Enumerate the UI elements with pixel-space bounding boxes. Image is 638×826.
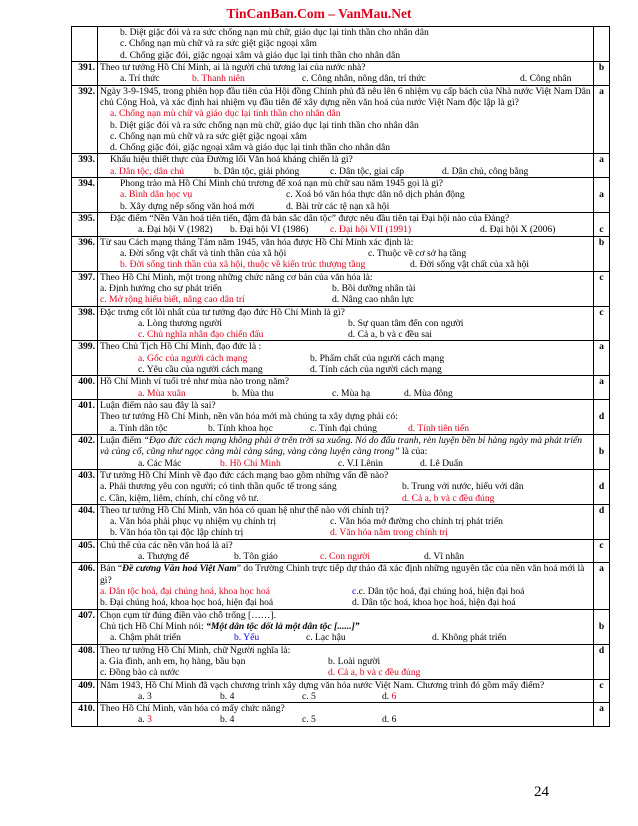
option-c: c. Dân tộc, giai cấp	[330, 165, 405, 177]
option-d: d. Cả a, b và c đều đúng	[402, 492, 495, 504]
question-text: Khẩu hiệu thiết thực của Đường lối Văn hoá kháng chiến là gì?	[110, 154, 353, 166]
option-d: d. Cả a, b và c đều đúng	[328, 667, 421, 679]
question-text: Ngày 3-9-1945, trong phiên họp đầu tiên của Hội đồng Chính phủ đã nêu lên 6 nhiệm vụ cấp bách của Nhà nước Việt Nam Dân chủ Cộng Hoà, và xác định hai nhiệm vụ đầu tiên để xây dựng nền văn hoá của nước Việt Nam độc lập là gì?	[100, 85, 591, 108]
question-number: 408.	[72, 644, 98, 679]
answer-cell: c	[594, 306, 610, 341]
question-body	[98, 703, 594, 727]
question-text: Phong trào mà Hồ Chí Minh chủ trương để xoá nạn mù chữ sau năm 1945 gọi là gì?	[120, 178, 443, 190]
option-b: b. Đại chúng hoá, khoa học hoá, hiện đại hoá	[100, 597, 274, 609]
option-c: c. Công nhân, nông dân, trí thức	[302, 73, 426, 85]
answer-cell: c	[594, 213, 610, 237]
question-number: 399.	[72, 341, 98, 376]
option-a: a. Phải thương yêu con người; có tinh thần quốc tế trong sáng	[100, 481, 337, 493]
option-c: c. Lạc hậu	[306, 632, 346, 644]
option-c: c.c. Dân tộc hoá, đại chúng hoá, hiện đại hoá	[352, 586, 525, 597]
question-text: Chọn cụm từ đúng điền vào chỗ trống [……].	[100, 609, 276, 621]
option-d: d. Bài trừ các tệ nạn xã hội	[286, 200, 390, 212]
option-d: d. Dân tộc hoá, khoa học hoá, hiện đại hoá	[352, 597, 516, 609]
answer-cell: a	[594, 154, 610, 178]
answer-cell: b	[594, 236, 610, 271]
option-d: d. Vĩ nhân	[424, 551, 465, 563]
question-body	[98, 341, 594, 376]
question-number: 398.	[72, 306, 98, 341]
option-c: c. 5	[302, 714, 316, 726]
option-c: c. Mùa hạ	[332, 387, 371, 399]
question-number: 410.	[72, 703, 98, 727]
table-row	[72, 703, 610, 727]
question-text: Theo Chủ Tịch Hồ Chí Minh, đạo đức là :	[100, 341, 262, 353]
answer-cell: a	[594, 376, 610, 400]
answer-cell: a	[594, 341, 610, 376]
quote: “Đạo đức cách mạng không phải ở trên trời sa xuống. Nó do đấu tranh, rèn luyện bền bỉ hàng ngày mà phát triển và củng cố, cũng như ngọc càng mài càng sáng, vàng càng luyện càng trong”	[100, 434, 583, 458]
question-text: Theo Hồ Chí Minh, một trong những chức năng cơ bản của văn hóa là:	[100, 271, 373, 283]
question-number: 407.	[72, 609, 98, 644]
question-number: 392.	[72, 85, 98, 154]
option-a: a. Bình dân học vụ	[120, 189, 193, 201]
table-row	[72, 539, 610, 563]
option-d: d. Dân chủ, công bằng	[442, 165, 529, 177]
option-d: d. Đại hội X (2006)	[480, 224, 556, 236]
option-a: a. 3	[138, 690, 152, 702]
option-c: c. Chống nạn mù chữ và ra sức giệt giặc ngoại xâm	[110, 130, 307, 142]
question-number: 405.	[72, 539, 98, 563]
option-b: b. 4	[220, 714, 235, 726]
question-number	[72, 27, 98, 62]
option-b: b. Diệt giặc đói và ra sức chống nạn mù chữ, giáo dục lại tinh thần cho nhân dân	[120, 27, 429, 38]
option-d: d. Công nhân	[520, 73, 572, 85]
answer-cell	[594, 27, 610, 62]
answer-cell: d	[594, 644, 610, 679]
question-number: 393.	[72, 154, 98, 178]
option-b: b. Hồ Chí Minh	[220, 457, 281, 469]
option-a: a. Đời sống vật chất và tinh thần của xã hội	[120, 247, 287, 259]
question-number: 395.	[72, 213, 98, 237]
question-body	[98, 178, 594, 213]
question-text: Tư tưởng Hồ Chí Minh về đạo đức cách mạng bao gồm những vấn đề nào?	[100, 469, 389, 481]
option-b: b. Đời sống tinh thần của xã hội, thuộc về kiến trúc thượng tầng	[120, 259, 366, 271]
table-row	[72, 434, 610, 469]
option-d: d. Văn hóa nằm trong chính trị	[330, 527, 448, 539]
answer-cell: a	[594, 563, 610, 609]
table-row	[72, 27, 610, 62]
question-body	[98, 539, 594, 563]
table-row	[72, 644, 610, 679]
question-text: Đặc điểm “Nền Văn hoá tiên tiến, đậm đà bản sắc dân tộc” được nêu đầu tiên tại Đại hội nào của Đảng?	[110, 213, 510, 224]
option-c: c. Chủ nghĩa nhân đạo chiến đấu	[138, 329, 264, 341]
question-number: 400.	[72, 376, 98, 400]
question-body	[98, 236, 594, 271]
option-b: b. Sự quan tâm đến con người	[348, 317, 464, 329]
option-b: b. Mùa thu	[232, 387, 274, 399]
question-body	[98, 85, 594, 154]
question-body	[98, 376, 594, 400]
question-text: Theo Hồ Chí Minh, văn hóa có mấy chức năng?	[100, 703, 285, 715]
question-body	[98, 154, 594, 178]
option-d: d. Chống giặc đói, giặc ngoại xâm và giáo dục lại tinh thần cho nhân dân	[120, 49, 401, 61]
question-table	[71, 26, 610, 727]
question-number: 402.	[72, 434, 98, 469]
answer-cell: d	[594, 504, 610, 539]
option-a: a. Dân tộc hoá, đại chúng hoá, khoa học hoá	[100, 586, 270, 597]
option-d: d. Cả a, b và c đều sai	[348, 329, 432, 341]
option-a: a. Gia đình, anh em, họ hàng, bầu bạn	[100, 655, 246, 667]
option-d: d. Không phát triển	[432, 632, 507, 644]
question-text: Hồ Chí Minh ví tuổi trẻ như mùa nào trong năm?	[100, 376, 290, 388]
option-c: c. Đồng bào cả nước	[100, 667, 180, 679]
option-c: c. Con người	[320, 551, 370, 563]
question-number: 404.	[72, 504, 98, 539]
question-body	[98, 213, 594, 237]
option-c: c. Mở rộng hiểu biết, nâng cao dân trí	[100, 294, 245, 306]
answer-cell: b	[594, 434, 610, 469]
question-body	[98, 434, 594, 469]
question-body	[98, 679, 594, 703]
option-c: c. Văn hóa mở đường cho chính trị phát triển	[330, 516, 503, 528]
option-a: a. Văn hóa phải phục vụ nhiệm vụ chính trị	[110, 516, 277, 528]
question-body	[98, 609, 594, 644]
option-b: b. Đại hội VI (1986)	[230, 224, 309, 236]
question-text: Năm 1943, Hồ Chí Minh đã vạch chương trình xây dựng văn hóa nước Việt Nam. Chương trình đó gồm mấy điểm?	[100, 679, 545, 691]
option-b: b. Tôn giáo	[234, 551, 278, 563]
document-title: Đề cương Văn hoá Việt Nam	[122, 563, 237, 575]
option-a: a. Đại hội V (1982)	[138, 224, 213, 236]
option-b: b. Thanh niên	[192, 73, 245, 85]
question-number: 409.	[72, 679, 98, 703]
question-number: 396.	[72, 236, 98, 271]
question-number: 394.	[72, 178, 98, 213]
question-body	[98, 644, 594, 679]
option-b: b. Loài người	[328, 655, 381, 667]
table-row	[72, 178, 610, 213]
option-b: b. Phẩm chất của người cách mạng	[310, 352, 445, 364]
table-row	[72, 679, 610, 703]
option-b: b. Dân tộc, giải phóng	[214, 165, 300, 177]
table-row	[72, 504, 610, 539]
answer-cell: b	[594, 609, 610, 644]
option-d: d. Lê Duẩn	[420, 457, 463, 469]
option-b: b. Văn hóa tồn tại độc lập chính trị	[110, 527, 244, 539]
question-text: Theo tư tưởng Hồ Chí Minh, chữ Người nghĩa là:	[100, 644, 291, 656]
question-text: Từ sau Cách mạng tháng Tám năm 1945, văn hóa được Hồ Chí Minh xác định là:	[100, 236, 414, 248]
option-d: d. Chống giặc đói, giặc ngoại xâm và giáo dục lại tinh thần cho nhân dân	[110, 142, 391, 154]
option-b: b. Trung với nước, hiếu với dân	[402, 481, 524, 493]
question-body	[98, 504, 594, 539]
question-body	[98, 27, 594, 62]
answer-cell: d	[594, 469, 610, 504]
option-d: d. Nâng cao nhân lực	[332, 294, 414, 306]
option-a: a. Dân tộc, dân chủ	[110, 165, 185, 177]
option-c: c. Thuộc về cơ sở hạ tầng	[368, 247, 467, 259]
table-row	[72, 400, 610, 435]
question-text: Đặc trưng cốt lõi nhất của tư tưởng đạo đức Hồ Chí Minh là gì?	[100, 306, 345, 318]
option-c: c. Tính đại chúng	[310, 422, 377, 434]
option-d: d. Tính cách của người cách mạng	[310, 364, 442, 376]
question-number: 401.	[72, 400, 98, 435]
answer-cell: b	[594, 61, 610, 85]
option-a: a. Mùa xuân	[138, 387, 186, 399]
option-c: c. Đại hội VII (1991)	[330, 224, 412, 236]
table-row	[72, 85, 610, 154]
question-number: 391.	[72, 61, 98, 85]
question-text: Chủ tịch Hồ Chí Minh nói: “Một dân tộc dốt là một dân tộc [......]”	[100, 620, 360, 632]
option-b: b. 4	[220, 690, 235, 702]
table-row	[72, 154, 610, 178]
table-row	[72, 271, 610, 306]
table-row	[72, 563, 610, 609]
question-body	[98, 271, 594, 306]
option-b: b. Diệt giặc đói và ra sức chống nạn mù chữ, giáo dục lại tinh thần cho nhân dân	[110, 119, 419, 131]
option-d: d. Mùa đông	[404, 387, 453, 399]
table-row	[72, 306, 610, 341]
option-b: b. Bồi dưỡng nhân tài	[332, 282, 416, 294]
table-row	[72, 61, 610, 85]
table-row	[72, 236, 610, 271]
option-c: c. Xoá bỏ văn hóa thực dân nô dịch phản động	[286, 189, 465, 201]
option-a: a. Tính dân tộc	[110, 422, 168, 434]
quote: “Một dân tộc dốt là một dân tộc [......]”	[206, 620, 360, 632]
table-row	[72, 376, 610, 400]
table-row	[72, 609, 610, 644]
question-body	[98, 563, 594, 609]
question-number: 406.	[72, 563, 98, 609]
option-c: c. Chống nạn mù chữ và ra sức giệt giặc ngoại xâm	[120, 38, 317, 50]
option-b: b. Yếu	[234, 632, 260, 644]
option-a: a. Chống nạn mù chữ và giáo dục lại tinh thần cho nhân dân	[110, 108, 341, 120]
answer-cell: c	[594, 679, 610, 703]
option-d: d. Tính tiên tiến	[408, 422, 470, 434]
question-number: 403.	[72, 469, 98, 504]
question-body	[98, 400, 594, 435]
option-a: a. Các Mác	[138, 457, 182, 469]
page-number: 24	[534, 784, 549, 800]
table-row	[72, 213, 610, 237]
option-c: c. V.I Lênin	[338, 457, 383, 469]
question-text: Theo tư tưởng Hồ Chí Minh, văn hóa có quan hệ như thế nào với chính trị?	[100, 504, 389, 516]
answer-cell: c	[594, 539, 610, 563]
option-b: b. Xây dựng nếp sống văn hoá mới	[120, 200, 255, 212]
question-text: Theo tư tưởng Hồ Chí Minh, ai là người chủ tương lai của nước nhà?	[100, 61, 366, 73]
answer-cell: a	[594, 178, 610, 213]
question-body	[98, 469, 594, 504]
question-text: Luận điểm “Đạo đức cách mạng không phải ở trên trời sa xuống. Nó do đấu tranh, rèn luyện bền bỉ hàng ngày mà phát triển và củng cố, cũng như ngọc càng mài càng sáng, vàng càng luyện càng trong” là của:	[100, 434, 583, 458]
option-a: a. Gốc của người cách mạng	[138, 352, 248, 364]
question-text: Theo tư tưởng Hồ Chí Minh, nền văn hóa mới mà chúng ta xây dựng phải có:	[100, 411, 398, 423]
question-text: Bản “Đề cương Văn hoá Việt Nam” do Trường Chinh trực tiếp dự thảo đã xác định những nguyên tắc của nền văn hoá mới là gì?	[100, 563, 585, 586]
question-text: Luận điểm nào sau đây là sai?	[100, 400, 216, 411]
option-a: a. Trí thức	[120, 73, 160, 85]
question-body	[98, 61, 594, 85]
answer-cell: c	[594, 271, 610, 306]
option-a: a. 3	[138, 714, 152, 726]
option-a: a. Định hướng cho sự phát triển	[100, 282, 222, 294]
option-d: d. 6	[382, 714, 397, 726]
table-row	[72, 341, 610, 376]
option-a: a. Thượng đế	[138, 551, 189, 563]
option-d: d. Đời sống vật chất của xã hội	[410, 259, 530, 271]
option-a: a. Lòng thương người	[138, 317, 222, 329]
option-a: a. Chậm phát triển	[110, 632, 181, 644]
answer-cell: d	[594, 400, 610, 435]
question-number: 397.	[72, 271, 98, 306]
site-title: TinCanBan.Com – VanMau.Net	[226, 6, 412, 21]
question-body	[98, 306, 594, 341]
option-c: c. Yêu cầu của người cách mạng	[138, 364, 263, 376]
question-text: Chủ thể của các nền văn hoá là ai?	[100, 539, 233, 551]
option-b: b. Tính khoa học	[208, 422, 273, 434]
answer-cell: a	[594, 703, 610, 727]
table-row	[72, 469, 610, 504]
option-c: c. Cần, kiệm, liêm, chính, chí công vô tư.	[100, 492, 259, 504]
option-d: d. 6	[382, 690, 397, 702]
option-c: c. 5	[302, 690, 316, 702]
answer-cell: a	[594, 85, 610, 154]
